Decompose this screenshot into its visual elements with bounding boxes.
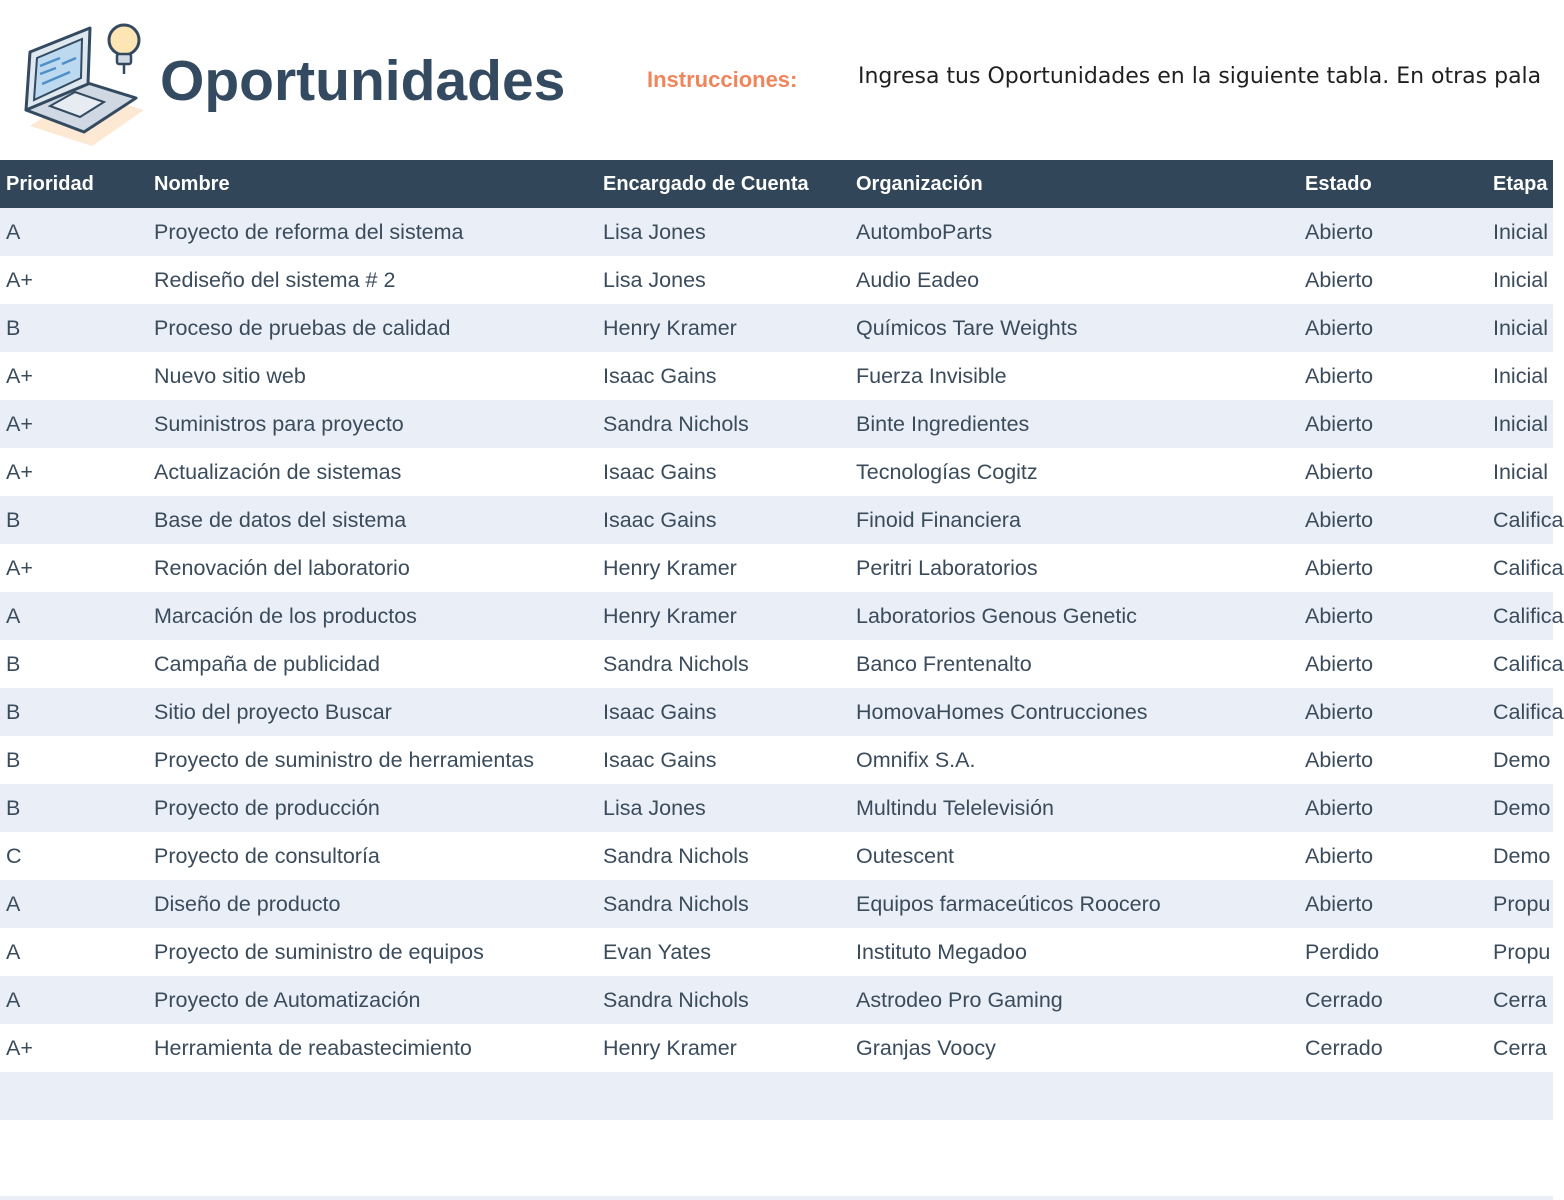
etapa-cell[interactable]: Propu: [1493, 939, 1551, 964]
etapa-cell[interactable]: Califica: [1493, 699, 1564, 724]
etapa-cell[interactable]: Inicial: [1493, 411, 1548, 436]
etapa-cell[interactable]: Inicial: [1493, 363, 1548, 388]
prioridad-cell[interactable]: A+: [6, 459, 33, 484]
table-row[interactable]: [0, 688, 1564, 736]
nombre-cell[interactable]: Base de datos del sistema: [154, 507, 407, 532]
encargado-cell[interactable]: Sandra Nichols: [603, 651, 749, 676]
etapa-cell[interactable]: Inicial: [1493, 267, 1548, 292]
nombre-cell[interactable]: Sitio del proyecto Buscar: [154, 699, 392, 724]
table-row[interactable]: [0, 304, 1553, 352]
nombre-cell[interactable]: Renovación del laboratorio: [154, 555, 410, 580]
estado-cell[interactable]: Abierto: [1305, 507, 1374, 532]
table-row[interactable]: [0, 976, 1553, 1024]
encargado-cell[interactable]: Isaac Gains: [603, 507, 717, 532]
encargado-cell[interactable]: Isaac Gains: [603, 747, 717, 772]
estado-cell[interactable]: Abierto: [1305, 459, 1374, 484]
estado-cell[interactable]: Abierto: [1305, 363, 1374, 388]
etapa-cell[interactable]: Califica: [1493, 507, 1564, 532]
nombre-cell[interactable]: Nuevo sitio web: [154, 363, 306, 388]
nombre-cell[interactable]: Proyecto de consultoría: [154, 843, 380, 868]
encargado-cell[interactable]: Lisa Jones: [603, 267, 706, 292]
table-row[interactable]: [0, 736, 1553, 784]
table-row[interactable]: [0, 208, 1553, 256]
etapa-cell[interactable]: Inicial: [1493, 459, 1548, 484]
nombre-cell[interactable]: Actualización de sistemas: [154, 459, 402, 484]
instructions-label: Instrucciones:: [647, 67, 798, 92]
nombre-cell[interactable]: Proceso de pruebas de calidad: [154, 315, 451, 340]
etapa-cell[interactable]: Demo: [1493, 795, 1551, 820]
prioridad-cell[interactable]: B: [6, 315, 21, 340]
estado-cell[interactable]: Abierto: [1305, 267, 1374, 292]
prioridad-cell[interactable]: A+: [6, 555, 33, 580]
prioridad-cell[interactable]: B: [6, 507, 21, 532]
organizacion-cell[interactable]: Peritri Laboratorios: [856, 555, 1038, 580]
empty-table-row[interactable]: [0, 1120, 1553, 1168]
instructions-text: Ingresa tus Oportunidades en la siguiente tabla. En otras pala: [858, 64, 1542, 89]
prioridad-cell[interactable]: A+: [6, 267, 33, 292]
etapa-cell[interactable]: Propu: [1493, 891, 1551, 916]
etapa-cell[interactable]: Inicial: [1493, 219, 1548, 244]
table-header-row: [0, 160, 1553, 208]
encargado-cell[interactable]: Henry Kramer: [603, 315, 737, 340]
table-row[interactable]: [0, 784, 1553, 832]
nombre-cell[interactable]: Campaña de publicidad: [154, 651, 380, 676]
estado-cell[interactable]: Abierto: [1305, 315, 1374, 340]
encargado-cell[interactable]: Lisa Jones: [603, 795, 706, 820]
table-row[interactable]: [0, 400, 1553, 448]
estado-cell[interactable]: Abierto: [1305, 555, 1374, 580]
encargado-cell[interactable]: Isaac Gains: [603, 699, 717, 724]
prioridad-cell[interactable]: A+: [6, 363, 33, 388]
prioridad-cell[interactable]: A: [6, 219, 21, 244]
organizacion-cell[interactable]: Laboratorios Genous Genetic: [856, 603, 1137, 628]
etapa-cell[interactable]: Califica: [1493, 555, 1564, 580]
nombre-cell[interactable]: Suministros para proyecto: [154, 411, 404, 436]
header-organizacion[interactable]: Organización: [856, 172, 983, 195]
organizacion-cell[interactable]: Fuerza Invisible: [856, 363, 1007, 388]
header-encargado[interactable]: Encargado de Cuenta: [603, 172, 809, 195]
etapa-cell[interactable]: Demo: [1493, 747, 1551, 772]
header-nombre[interactable]: Nombre: [154, 172, 230, 195]
table-row[interactable]: [0, 592, 1564, 640]
encargado-cell[interactable]: Henry Kramer: [603, 555, 737, 580]
estado-cell[interactable]: Abierto: [1305, 651, 1374, 676]
organizacion-cell[interactable]: Banco Frentenalto: [856, 651, 1032, 676]
organizacion-cell[interactable]: Equipos farmaceúticos Roocero: [856, 891, 1161, 916]
table-row[interactable]: [0, 1024, 1553, 1072]
nombre-cell[interactable]: Diseño de producto: [154, 891, 341, 916]
nombre-cell[interactable]: Marcación de los productos: [154, 603, 417, 628]
table-row[interactable]: [0, 880, 1553, 928]
organizacion-cell[interactable]: Astrodeo Pro Gaming: [856, 987, 1063, 1012]
etapa-cell[interactable]: Inicial: [1493, 315, 1548, 340]
empty-table-row[interactable]: [0, 1072, 1553, 1120]
nombre-cell[interactable]: Proyecto de reforma del sistema: [154, 219, 464, 244]
estado-cell[interactable]: Abierto: [1305, 795, 1374, 820]
estado-cell[interactable]: Abierto: [1305, 603, 1374, 628]
encargado-cell[interactable]: Isaac Gains: [603, 459, 717, 484]
table-row[interactable]: [0, 352, 1553, 400]
prioridad-cell[interactable]: B: [6, 747, 21, 772]
estado-cell[interactable]: Abierto: [1305, 843, 1374, 868]
header-prioridad[interactable]: Prioridad: [6, 172, 94, 195]
nombre-cell[interactable]: Proyecto de producción: [154, 795, 380, 820]
laptop-lightbulb-icon: [20, 18, 146, 148]
organizacion-cell[interactable]: Omnifix S.A.: [856, 747, 976, 772]
bottom-row-edge: [0, 1196, 1553, 1200]
prioridad-cell[interactable]: B: [6, 651, 21, 676]
organizacion-cell[interactable]: Binte Ingredientes: [856, 411, 1030, 436]
prioridad-cell[interactable]: A: [6, 603, 21, 628]
encargado-cell[interactable]: Henry Kramer: [603, 603, 737, 628]
encargado-cell[interactable]: Evan Yates: [603, 939, 711, 964]
header-estado[interactable]: Estado: [1305, 172, 1372, 195]
organizacion-cell[interactable]: Audio Eadeo: [856, 267, 980, 292]
estado-cell[interactable]: Abierto: [1305, 699, 1374, 724]
nombre-cell[interactable]: Herramienta de reabastecimiento: [154, 1035, 472, 1060]
page-title: Oportunidades: [160, 49, 566, 113]
table-row[interactable]: [0, 832, 1553, 880]
organizacion-cell[interactable]: Outescent: [856, 843, 954, 868]
organizacion-cell[interactable]: Químicos Tare Weights: [856, 315, 1078, 340]
organizacion-cell[interactable]: Granjas Voocy: [856, 1035, 996, 1060]
header-etapa[interactable]: Etapa: [1493, 172, 1548, 195]
estado-cell[interactable]: Abierto: [1305, 747, 1374, 772]
encargado-cell[interactable]: Sandra Nichols: [603, 891, 749, 916]
nombre-cell[interactable]: Proyecto de suministro de herramientas: [154, 747, 535, 772]
table-row[interactable]: [0, 928, 1553, 976]
estado-cell[interactable]: Abierto: [1305, 219, 1374, 244]
etapa-cell[interactable]: Cerra: [1493, 1035, 1547, 1060]
estado-cell[interactable]: Abierto: [1305, 891, 1374, 916]
encargado-cell[interactable]: Henry Kramer: [603, 1035, 737, 1060]
encargado-cell[interactable]: Lisa Jones: [603, 219, 706, 244]
organizacion-cell[interactable]: AutomboParts: [856, 219, 993, 244]
etapa-cell[interactable]: Demo: [1493, 843, 1551, 868]
prioridad-cell[interactable]: B: [6, 795, 21, 820]
nombre-cell[interactable]: Proyecto de Automatización: [154, 987, 421, 1012]
organizacion-cell[interactable]: Multindu Telelevisión: [856, 795, 1054, 820]
table-row[interactable]: [0, 496, 1564, 544]
prioridad-cell[interactable]: A: [6, 939, 21, 964]
opportunities-table: [0, 160, 1564, 1168]
prioridad-cell[interactable]: A+: [6, 411, 33, 436]
etapa-cell[interactable]: Cerra: [1493, 987, 1547, 1012]
nombre-cell[interactable]: Rediseño del sistema # 2: [154, 267, 396, 292]
encargado-cell[interactable]: Sandra Nichols: [603, 411, 749, 436]
prioridad-cell[interactable]: B: [6, 699, 21, 724]
table-body: [0, 208, 1564, 1168]
etapa-cell[interactable]: Califica: [1493, 651, 1564, 676]
encargado-cell[interactable]: Sandra Nichols: [603, 987, 749, 1012]
estado-cell[interactable]: Perdido: [1305, 939, 1380, 964]
organizacion-cell[interactable]: HomovaHomes Contrucciones: [856, 699, 1148, 724]
table-row[interactable]: [0, 640, 1564, 688]
nombre-cell[interactable]: Proyecto de suministro de equipos: [154, 939, 484, 964]
organizacion-cell[interactable]: Tecnologías Cogitz: [856, 459, 1038, 484]
organizacion-cell[interactable]: Instituto Megadoo: [856, 939, 1027, 964]
estado-cell[interactable]: Cerrado: [1305, 1035, 1383, 1060]
encargado-cell[interactable]: Isaac Gains: [603, 363, 717, 388]
table-row[interactable]: [0, 448, 1553, 496]
table-row[interactable]: [0, 256, 1553, 304]
table-row[interactable]: [0, 544, 1564, 592]
prioridad-cell[interactable]: C: [6, 843, 22, 868]
encargado-cell[interactable]: Sandra Nichols: [603, 843, 749, 868]
estado-cell[interactable]: Cerrado: [1305, 987, 1383, 1012]
prioridad-cell[interactable]: A: [6, 891, 21, 916]
prioridad-cell[interactable]: A+: [6, 1035, 33, 1060]
etapa-cell[interactable]: Califica: [1493, 603, 1564, 628]
organizacion-cell[interactable]: Finoid Financiera: [856, 507, 1021, 532]
estado-cell[interactable]: Abierto: [1305, 411, 1374, 436]
prioridad-cell[interactable]: A: [6, 987, 21, 1012]
